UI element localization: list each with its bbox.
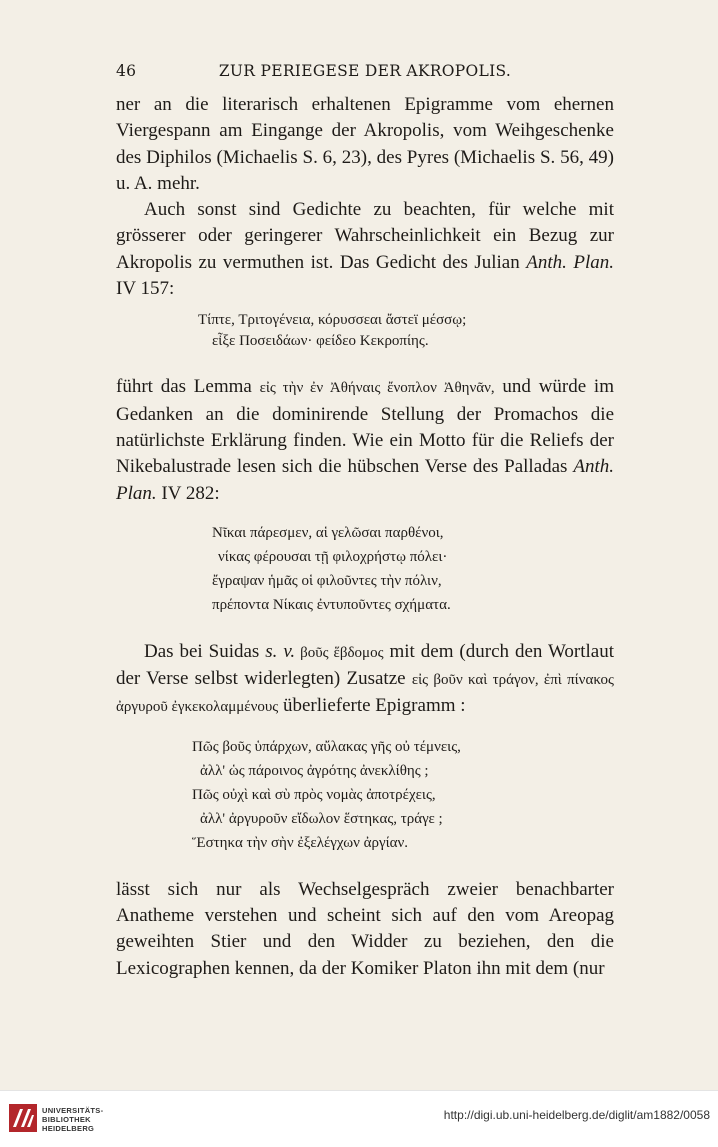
verse-line: ἀλλ' ἀργυροῦν εἴδωλον ἕστηκας, τράγε ;	[200, 810, 443, 827]
verse-line: εἶξε Ποσειδάων· φείδεο Κεκροπίης.	[212, 333, 429, 350]
paragraph-4-text: Das bei Suidas	[144, 640, 266, 662]
paragraph-1: ner an die literarisch erhaltenen Epigramme vom ehernen Viergespann am Eingange der Akropolis, vom Weihgeschenke des Diphilos (Michaelis S. 6, 23), des Pyres (Michaelis S. 56, 49) u. A. mehr.	[116, 94, 614, 194]
paragraph-3-ref: IV 282:	[156, 482, 220, 504]
paragraph-2-text: Auch sonst sind Gedichte zu beachten, für welche mit grösserer oder geringerer Wahrscheinlichkeit ein Bezug zur Akropolis zu vermuthen ist. Das Gedicht des Julian	[116, 199, 614, 273]
verse-line: πρέποντα Νίκαις ἐντυποῦντες σχήματα.	[212, 596, 451, 613]
paragraph-4-text-b: mit dem (durch den Wortlaut der Verse selbst widerlegten) Zusatze	[116, 640, 615, 690]
page-number: 46	[116, 62, 137, 80]
library-name	[42, 1106, 103, 1133]
verse-line: Νῖκαι πάρεσμεν, αἱ γελῶσαι παρθένοι,	[212, 524, 444, 541]
greek-addition: εἰς βοῦν καὶ τράγον, ἐπὶ πίνακος ἀργυροῦ ἐγκεκολαμμένους	[116, 672, 614, 716]
paragraph-5: lässt sich nur als Wechselgespräch zweier benachbarter Anatheme verstehen und scheint sich auf den vom Areopag geweihten Stier und den Widder zu beziehen, den die Lexicographen kennen, da der Komiker Platon ihn mit dem (nur	[116, 878, 614, 979]
paragraph-4	[116, 639, 614, 721]
verse-line: Ἕστηκα τὴν σὴν ἐξελέγχων ἀργίαν.	[192, 834, 409, 851]
greek-headword: βοῦς ἕβδομος	[295, 644, 384, 661]
running-title: ZUR PERIEGESE DER AKROPOLIS.	[218, 62, 512, 80]
verse-line: Τίπτε, Τριτογένεια, κόρυσσεαι ἄστεϊ μέσσῳ;	[198, 312, 467, 329]
library-logo-icon	[8, 1103, 38, 1133]
verse-line: νίκας φέρουσαι τῇ φιλοχρήστῳ πόλει·	[218, 548, 448, 565]
paragraph-4-text-c: überlieferte Epigramm :	[278, 695, 466, 717]
verse-epigram	[116, 735, 614, 855]
verse-line: ἀλλ' ὡς πάροινος ἀγρότης ἀνεκλίθης ;	[200, 762, 429, 779]
paragraph-3	[116, 374, 614, 506]
library-name-line: HEIDELBERG	[42, 1124, 95, 1133]
verse-line: ἔγραψαν ἡμᾶς οἱ φιλοῦντες τὴν πόλιν,	[212, 572, 442, 589]
greek-lemma: εἰς τὴν ἐν Ἀθήναις ἔνοπλον Ἀθηνᾶν,	[259, 380, 495, 397]
verse-line: Πῶς βοῦς ὑπάρχων, αὔλακας γῆς οὐ τέμνεις,	[192, 738, 461, 755]
paragraph-3-text: führt das Lemma	[116, 376, 260, 398]
verse-julian	[116, 310, 614, 352]
page-header	[116, 62, 614, 84]
paragraph-3-text-b: und würde im Gedanken an die dominirende Stellung der Promachos die natürlichste Erklärung finden. Wie ein Motto für die Reliefs der Nikebalustrade lesen sich die hübschen Verse des Palladas	[116, 376, 614, 478]
library-name-line: BIBLIOTHEK	[42, 1115, 91, 1124]
library-name-line: UNIVERSITÄTS-	[42, 1106, 104, 1115]
paragraph-2	[116, 197, 614, 302]
page-body	[116, 92, 614, 982]
citation-anth-plan: Anth. Plan.	[526, 251, 614, 273]
permalink-url[interactable]: http://digi.ub.uni-heidelberg.de/diglit/am1882/0058	[443, 1108, 710, 1122]
viewer-footer	[0, 1090, 718, 1147]
sub-voce: s. v.	[265, 640, 296, 662]
citation-anth-plan: Anth. Plan.	[116, 456, 614, 504]
verse-line: Πῶς οὐχὶ καὶ σὺ πρὸς νομὰς ἀποτρέχεις,	[192, 786, 436, 803]
verse-palladas	[116, 521, 614, 617]
paragraph-2-ref: IV 157:	[116, 278, 175, 300]
